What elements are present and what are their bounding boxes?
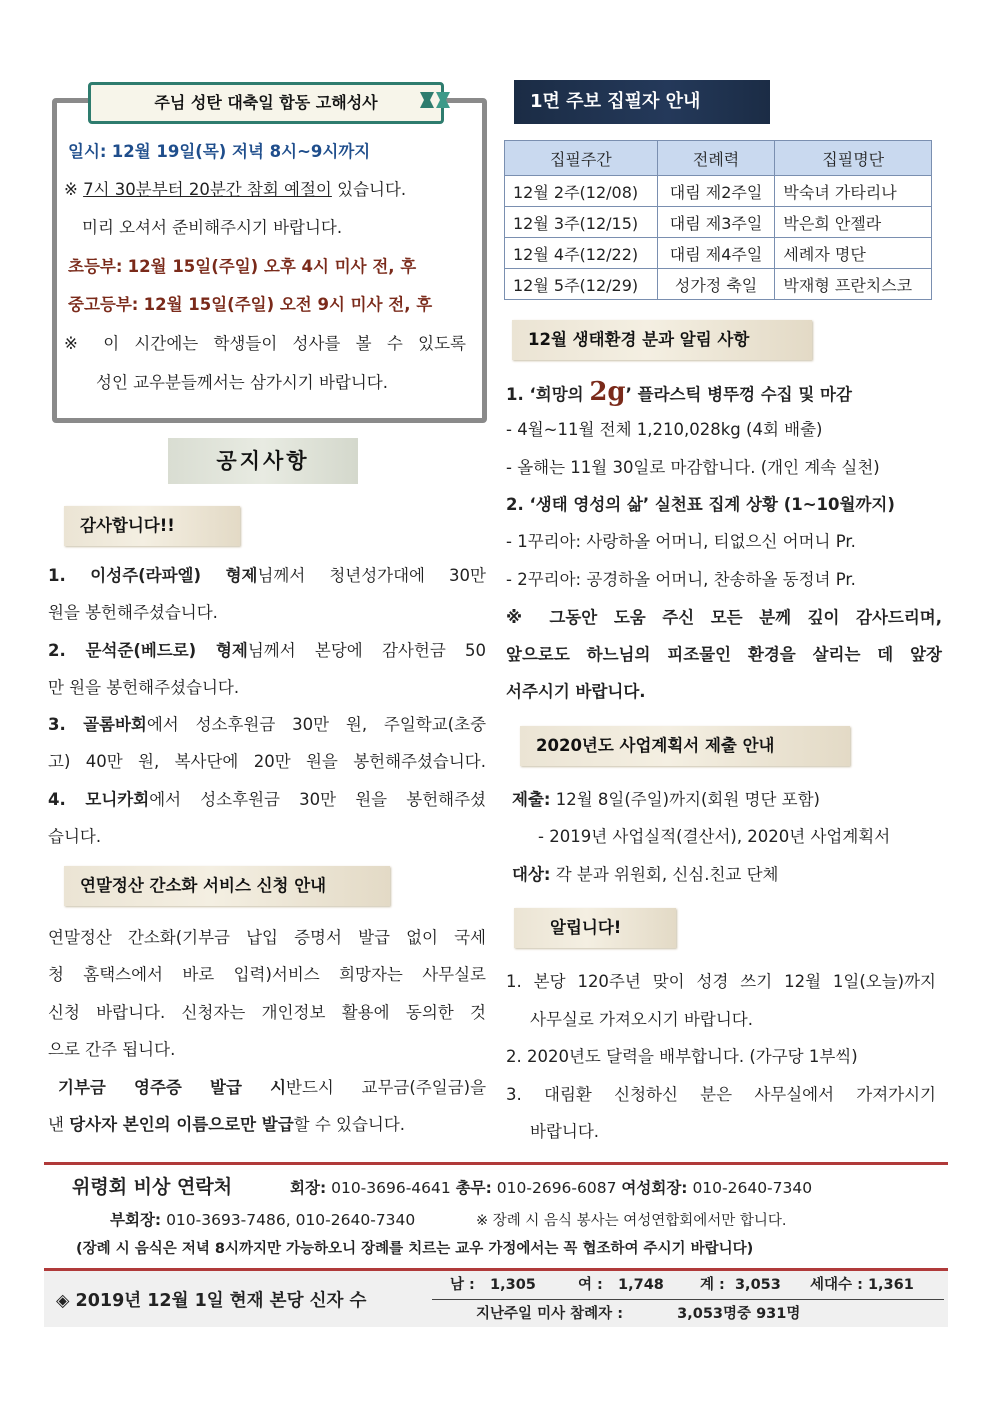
announce-item-2: 2. 2020년도 달력을 배부합니다. (가구당 1부씩) [506, 1047, 858, 1066]
confession-title: 주님 성탄 대축일 합동 고해성사 [88, 82, 444, 124]
table-cell: 대림 제2주일 [657, 176, 775, 207]
tax-line-5: 기부금 영주증 발급 시반드시 교무금(주일금)을 [58, 1078, 487, 1097]
table-row [505, 238, 932, 269]
tax-line-4: 으로 간주 됩니다. [48, 1040, 176, 1059]
stats-households: 세대수 : 1,361 [810, 1277, 914, 1293]
announce-item-3-cont: 바랍니다. [530, 1122, 600, 1141]
contacts-vice: 부회장: 010-3693-7486, 010-2640-7340 [110, 1211, 416, 1229]
table-cell: 12월 3주(12/15) [505, 207, 658, 238]
stats-male: 남 : 1,305 [450, 1277, 536, 1293]
eco-thanks-1: ※ 그동안 도움 주신 모든 분께 깊이 감사드리며, [506, 608, 942, 627]
contacts-title: 위령회 비상 연락처 [72, 1176, 233, 1198]
confession-note2-cont: 성인 교우분들께서는 삼가시기 바랍니다. [96, 373, 388, 392]
confession-elementary: 초등부: 12월 15일(주일) 오후 4시 미사 전, 후 [68, 257, 417, 276]
stats-total: 계 : 3,053 [700, 1277, 781, 1293]
ribbon-decoration-icon [418, 88, 454, 112]
eco-heading-1: 1. ‘희망의 2g’ 플라스틱 병뚜껑 수집 및 마감 [506, 377, 852, 407]
writers-table [504, 140, 932, 300]
stats-female: 여 : 1,748 [578, 1277, 664, 1293]
table-row [505, 176, 932, 207]
thanks-item-1: 1. 이성주(라파엘) 형제님께서 청년성가대에 30만 [48, 566, 486, 585]
table-cell: 12월 5주(12/29) [505, 269, 658, 300]
thanks-item-2-cont: 만 원을 봉헌해주셨습니다. [48, 678, 240, 697]
table-cell: 박재형 프란치스코 [775, 269, 932, 300]
table-row [505, 269, 932, 300]
table-cell: 대림 제3주일 [657, 207, 775, 238]
table-cell: 세례자 명단 [775, 238, 932, 269]
eco-thanks-3: 서주시기 바랍니다. [506, 682, 646, 701]
announce-item-1: 1. 본당 120주년 맞이 성경 쓰기 12월 1일(오늘)까지 [506, 972, 936, 991]
tax-line-2: 청 홈택스에서 바로 입력)서비스 희망자는 사무실로 [48, 965, 486, 984]
stats-attendance: 지난주일 미사 참례자 : 3,053명중 931명 [476, 1306, 801, 1322]
eco-line-1: - 4월~11월 전체 1,210,028kg (4회 배출) [506, 420, 823, 439]
confession-note2: ※ 이 시간에는 학생들이 성사를 볼 수 있도록 [64, 334, 466, 353]
plan-header: 2020년도 사업계획서 제출 안내 [520, 726, 850, 766]
table-header-row [505, 141, 932, 176]
table-cell: 12월 4주(12/22) [505, 238, 658, 269]
table-cell: 12월 2주(12/08) [505, 176, 658, 207]
announce-item-3: 3. 대림환 신청하신 분은 사무실에서 가져가시기 [506, 1085, 936, 1104]
notice-title: 공지사항 [168, 438, 358, 484]
thanks-item-4-cont: 습니다. [48, 827, 102, 846]
thanks-item-3: 3. 골롬바회에서 성소후원금 30만 원, 주일학교(초중 [48, 715, 487, 734]
table-cell: 대림 제4주일 [657, 238, 775, 269]
eco-header: 12월 생태환경 분과 알림 사항 [512, 320, 812, 360]
table-row [505, 207, 932, 238]
tax-header: 연말정산 간소화 서비스 신청 안내 [64, 866, 390, 906]
eco-thanks-2: 앞으로도 하느님의 피조물인 환경을 살리는 데 앞장 [506, 645, 942, 664]
table-cell: 성가정 축일 [657, 269, 775, 300]
eco-line-2: - 올해는 11월 30일로 마감합니다. (개인 계속 실천) [506, 458, 880, 477]
thanks-header: 감사합니다!! [64, 506, 240, 546]
footer-top-rule [44, 1162, 948, 1165]
thanks-item-1-cont: 원을 봉헌해주셨습니다. [48, 603, 218, 622]
column-header: 전례력 [657, 141, 775, 176]
plan-submit-sub: - 2019년 사업실적(결산서), 2020년 사업계획서 [538, 827, 891, 846]
contacts-row-1: 회장: 010-3696-4641 총무: 010-2696-6087 여성회장: 010-2640-7340 [290, 1179, 813, 1197]
stats-title: ◈ 2019년 12월 1일 현재 본당 신자 수 [56, 1291, 367, 1311]
column-header: 집필주간 [505, 141, 658, 176]
announce-item-1-cont: 사무실로 가져오시기 바랍니다. [530, 1010, 753, 1029]
contacts-note-1: ※ 장례 시 음식 봉사는 여성연합회에서만 합니다. [476, 1213, 787, 1229]
tax-line-6: 낸 당사자 본인의 이름으로만 발급할 수 있습니다. [48, 1115, 406, 1134]
confession-date: 일시: 12월 19일(목) 저녁 8시~9시까지 [68, 142, 371, 161]
confession-note1: ※ 7시 30분부터 20분간 참회 예절이 있습니다. [64, 180, 407, 199]
tax-line-1: 연말정산 간소화(기부금 납입 증명서 발급 없이 국세 [48, 928, 486, 947]
stats-divider [432, 1299, 944, 1300]
eco-line-3: - 1꾸리아: 사랑하올 어머니, 티없으신 어머니 Pr. [506, 532, 856, 551]
thanks-item-2: 2. 문석준(베드로) 형제님께서 본당에 감사헌금 50 [48, 641, 486, 660]
tax-line-3: 신청 바랍니다. 신청자는 개인정보 활용에 동의한 것 [48, 1003, 486, 1022]
thanks-item-4: 4. 모니카회에서 성소후원금 30만 원을 봉헌해주셨 [48, 790, 486, 809]
writers-title: 1면 주보 집필자 안내 [514, 80, 770, 124]
plan-target: 대상: 각 분과 위원회, 신심.친교 단체 [512, 865, 779, 884]
table-cell: 박은희 안젤라 [775, 207, 932, 238]
confession-note1-cont: 미리 오셔서 준비해주시기 바랍니다. [82, 218, 343, 237]
plan-submit: 제출: 12월 8일(주일)까지(회원 명단 포함) [512, 790, 820, 809]
eco-line-4: - 2꾸리아: 공경하올 어머니, 찬송하올 동정녀 Pr. [506, 570, 856, 589]
table-cell: 박숙녀 가타리나 [775, 176, 932, 207]
contacts-note-2: (장례 시 음식은 저녁 8시까지만 가능하오니 장례를 치르는 교우 가정에서는 꼭 협조하여 주시기 바랍니다) [76, 1241, 754, 1257]
announce-header: 알립니다! [514, 908, 676, 948]
eco-heading-2: 2. ‘생태 영성의 삶’ 실천표 집계 상황 (1~10월까지) [506, 495, 895, 514]
confession-middle-high: 중고등부: 12월 15일(주일) 오전 9시 미사 전, 후 [68, 295, 433, 314]
thanks-item-3-cont: 고) 40만 원, 복사단에 20만 원을 봉헌해주셨습니다. [48, 752, 486, 771]
column-header: 집필명단 [775, 141, 932, 176]
